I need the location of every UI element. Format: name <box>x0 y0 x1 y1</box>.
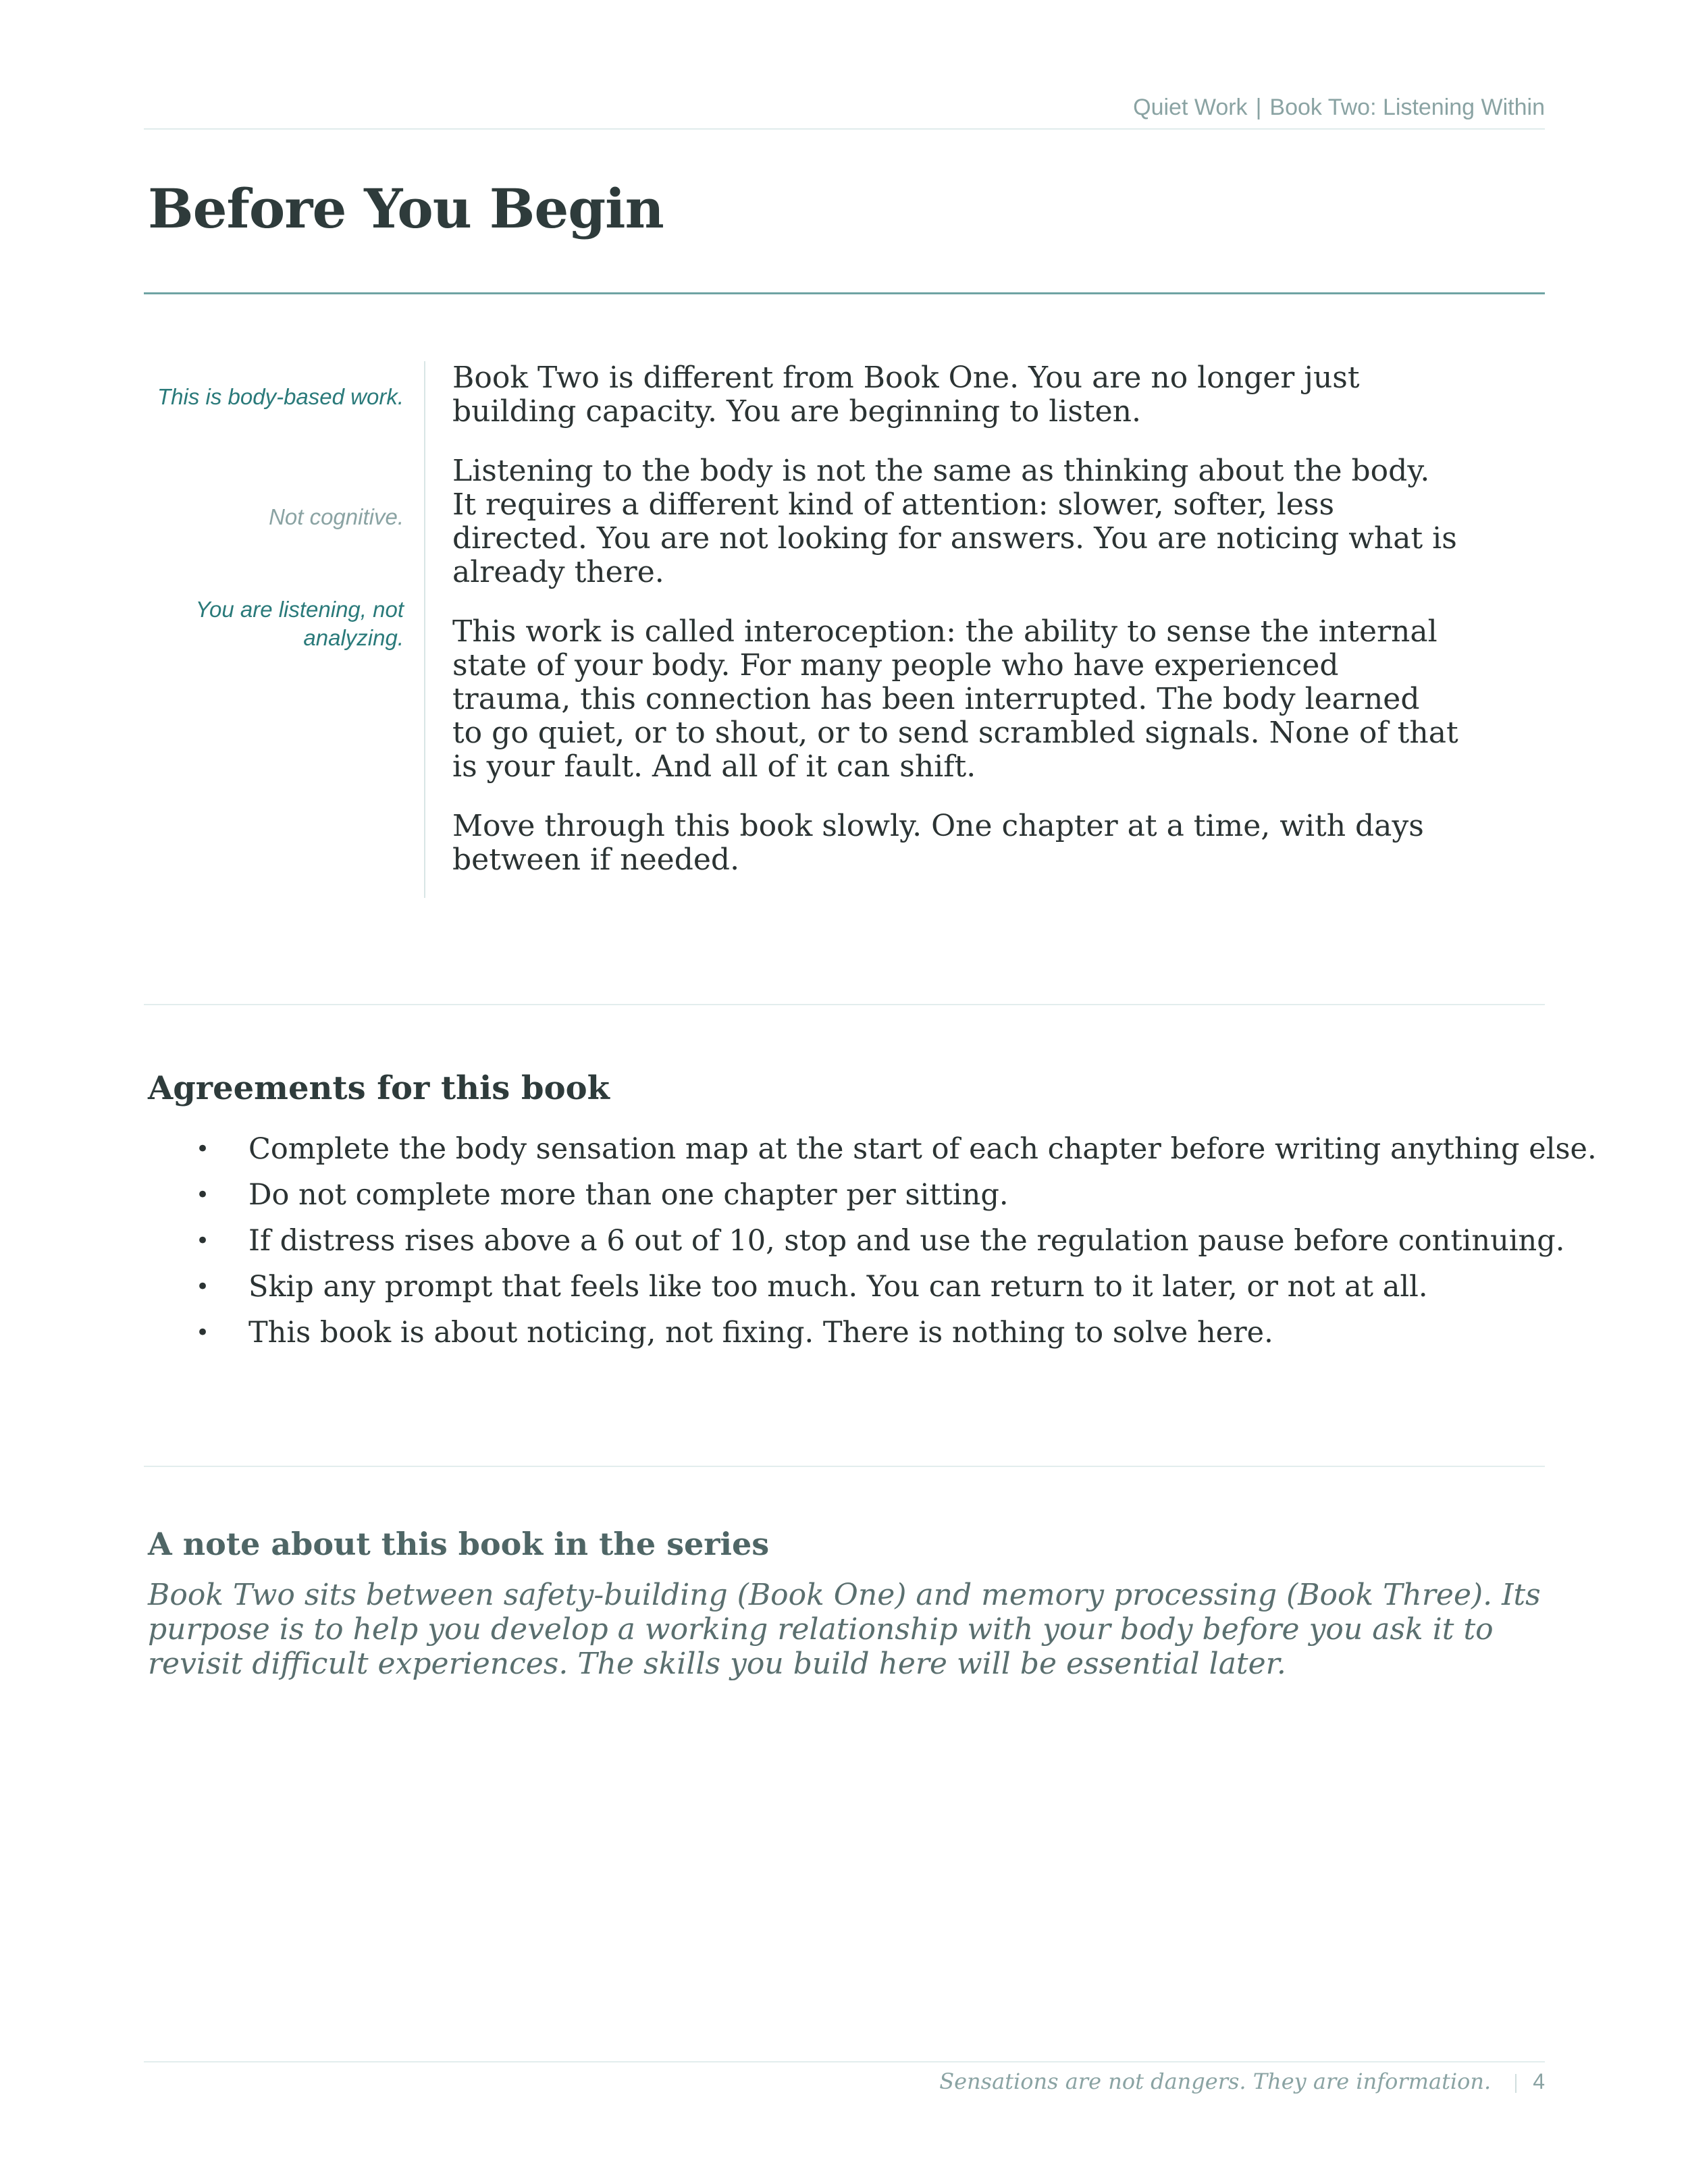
page-number: 4 <box>1533 2069 1545 2094</box>
intro-paragraph: Book Two is different from Book One. You are no longer just building capacity. You are beginning to listen. <box>452 361 1360 429</box>
header-book-title: Book Two: Listening Within <box>1269 95 1545 120</box>
agreement-text: Complete the body sensation map at the start of each chapter before writing anything else. <box>248 1132 1597 1166</box>
intro-body <box>452 361 1458 903</box>
agreement-text: This book is about noticing, not fixing. There is nothing to solve here. <box>248 1316 1273 1350</box>
bullet-icon: • <box>196 1227 210 1254</box>
series-note-body: Book Two sits between safety-building (Book One) and memory processing (Book Three). Its purpose is to help you develop a working relationship with your body before you ask it to revisit difficult experiences. The skills you build here will be essential later. <box>148 1578 1541 1681</box>
series-note-heading: A note about this book in the series <box>148 1526 770 1562</box>
margin-note-listening: You are listening, not analyzing. <box>195 597 404 650</box>
agreement-text: Do not complete more than one chapter per sitting. <box>248 1178 1009 1212</box>
list-item <box>196 1264 1597 1310</box>
agreement-text: Skip any prompt that feels like too much. You can return to it later, or not at all. <box>248 1270 1428 1304</box>
intro-paragraph: Listening to the body is not the same as thinking about the body. It requires a different kind of attention: slower, softer, less directed. You are not looking for answers. You are noticing what is already there. <box>452 454 1457 589</box>
agreement-text: If distress rises above a 6 out of 10, stop and use the regulation pause before continuing. <box>248 1224 1565 1258</box>
bullet-icon: • <box>196 1181 210 1208</box>
intro-paragraph: Move through this book slowly. One chapter at a time, with days between if needed. <box>452 809 1424 877</box>
margin-note-body-based: This is body-based work. <box>157 384 404 409</box>
list-item <box>196 1126 1597 1172</box>
list-item <box>196 1310 1597 1356</box>
header-series: Quiet Work <box>1133 95 1248 120</box>
page-title: Before You Begin <box>148 177 664 240</box>
running-header <box>144 95 1545 130</box>
title-divider <box>144 292 1545 294</box>
margin-divider <box>424 361 425 898</box>
footer-quote: Sensations are not dangers. They are information. <box>939 2069 1492 2094</box>
section-divider <box>144 1466 1545 1467</box>
bullet-icon: • <box>196 1273 210 1300</box>
agreements-list <box>196 1126 1597 1356</box>
page-footer <box>939 2065 1545 2098</box>
margin-note-not-cognitive: Not cognitive. <box>269 504 404 529</box>
bullet-icon: • <box>196 1136 210 1163</box>
header-separator: | <box>1255 95 1262 120</box>
agreements-heading: Agreements for this book <box>148 1069 610 1107</box>
section-divider <box>144 1004 1545 1005</box>
bullet-icon: • <box>196 1319 210 1346</box>
list-item <box>196 1172 1597 1218</box>
list-item <box>196 1218 1597 1264</box>
footer-divider <box>144 2061 1545 2062</box>
intro-section <box>144 361 1545 901</box>
intro-paragraph: This work is called interoception: the ability to sense the internal state of your body. For many people who have experienced trauma, this connection has been interrupted. The body learned to go quiet, or to shout, or to send scrambled signals. None of that is your fault. And all of it can shift. <box>452 614 1458 784</box>
footer-separator <box>1515 2074 1516 2093</box>
